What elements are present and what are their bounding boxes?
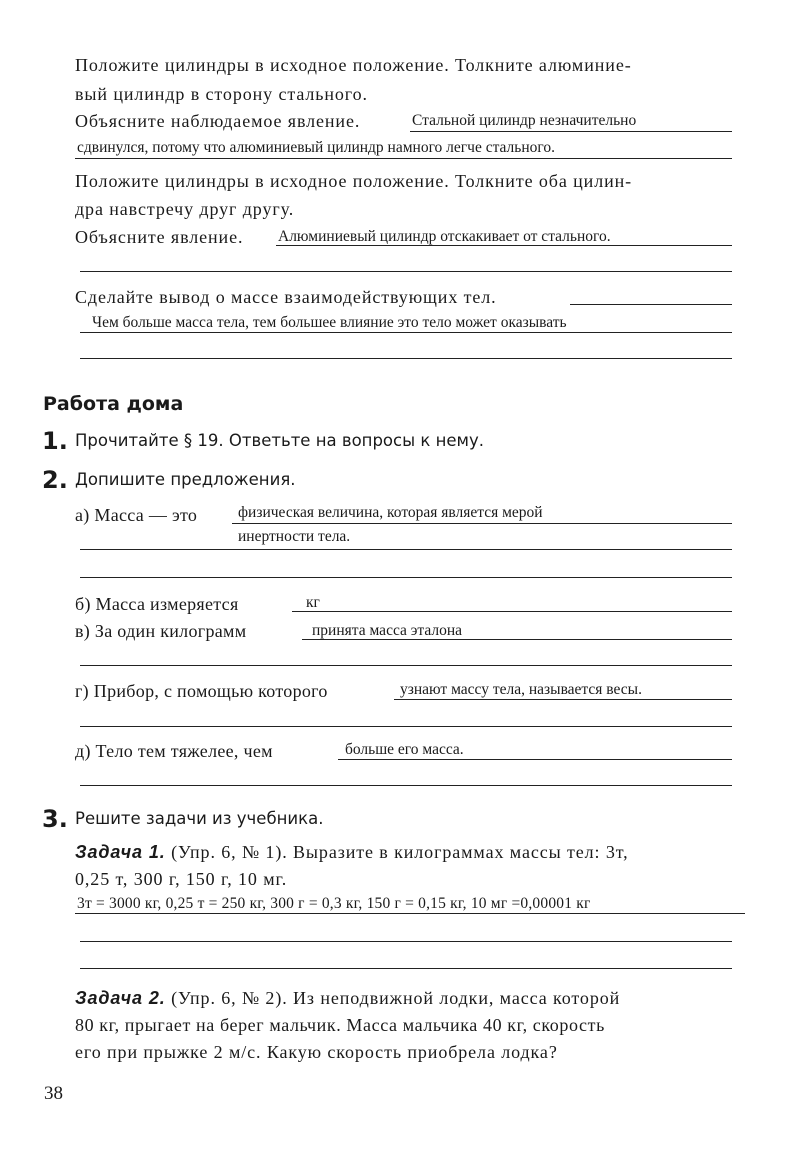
handwritten-answer: 3т = 3000 кг, 0,25 т = 250 кг, 300 г = 0,3 кг, 150 г = 0,15 кг, 10 мг =0,00001 кг bbox=[77, 895, 591, 912]
handwritten-answer: инертности тела. bbox=[238, 528, 351, 545]
handwritten-answer: Алюминиевый цилиндр отскакивает от стального. bbox=[278, 228, 611, 245]
task2-title: Задача 2. bbox=[75, 988, 166, 1008]
sentence-b-label: б) Масса измеряется bbox=[75, 594, 239, 614]
task1-line bbox=[75, 842, 629, 863]
paragraph-line: Положите цилиндры в исходное положение. Толкните алюминие- bbox=[75, 55, 632, 75]
task1-line2: 0,25 т, 300 г, 150 г, 10 мг. bbox=[75, 869, 288, 889]
answer-line bbox=[80, 577, 732, 578]
explain1-label: Объясните наблюдаемое явление. bbox=[75, 111, 361, 131]
answer-line bbox=[410, 131, 732, 132]
item-number: 2. bbox=[42, 466, 68, 494]
answer-line bbox=[75, 158, 732, 159]
task1-title: Задача 1. bbox=[75, 842, 166, 862]
answer-line bbox=[80, 665, 732, 666]
item-number: 1. bbox=[42, 427, 68, 455]
answer-line bbox=[80, 726, 732, 727]
paragraph-line: вый цилиндр в сторону стального. bbox=[75, 84, 368, 104]
handwritten-answer: узнают массу тела, называется весы. bbox=[400, 681, 642, 698]
page-number: 38 bbox=[44, 1083, 63, 1104]
answer-line bbox=[80, 968, 732, 969]
handwritten-answer: больше его масса. bbox=[345, 741, 464, 758]
sentence-e-label: д) Тело тем тяжелее, чем bbox=[75, 741, 273, 761]
paragraph-line: Положите цилиндры в исходное положение. Толкните оба цилин- bbox=[75, 171, 633, 191]
paragraph-line: дра навстречу друг другу. bbox=[75, 199, 295, 219]
sentence-a-label: а) Масса — это bbox=[75, 505, 198, 525]
answer-line bbox=[232, 523, 732, 524]
task2-line3: его при прыжке 2 м/с. Какую скорость приобрела лодка? bbox=[75, 1042, 558, 1062]
conclusion-label: Сделайте вывод о массе взаимодействующих тел. bbox=[75, 287, 497, 307]
handwritten-answer: принята масса эталона bbox=[312, 622, 463, 639]
sentence-c-label: в) За один килограмм bbox=[75, 621, 247, 641]
item-number: 3. bbox=[42, 805, 68, 833]
answer-line bbox=[276, 245, 732, 246]
task2-line2: 80 кг, прыгает на берег мальчик. Масса мальчика 40 кг, скорость bbox=[75, 1015, 605, 1035]
answer-line bbox=[75, 913, 745, 914]
answer-line bbox=[302, 639, 732, 640]
answer-line bbox=[80, 358, 732, 359]
task2-text: (Упр. 6, № 2). Из неподвижной лодки, масса которой bbox=[171, 988, 621, 1008]
answer-line bbox=[80, 785, 732, 786]
handwritten-answer: Чем больше масса тела, тем большее влияние это тело может оказывать bbox=[92, 314, 567, 331]
answer-line bbox=[80, 332, 732, 333]
answer-line bbox=[80, 271, 732, 272]
answer-line bbox=[292, 611, 732, 612]
handwritten-answer: кг bbox=[306, 594, 320, 611]
task1-text: (Упр. 6, № 1). Выразите в килограммах массы тел: 3т, bbox=[171, 842, 629, 862]
task2-line bbox=[75, 988, 620, 1009]
item-text: Допишите предложения. bbox=[75, 470, 296, 489]
section-heading: Работа дома bbox=[43, 393, 184, 415]
item-text: Прочитайте § 19. Ответьте на вопросы к нему. bbox=[75, 431, 484, 450]
answer-line bbox=[80, 941, 732, 942]
handwritten-answer: сдвинулся, потому что алюминиевый цилиндр намного легче стального. bbox=[77, 139, 556, 156]
handwritten-answer: физическая величина, которая является мерой bbox=[238, 504, 543, 521]
handwritten-answer: Стальной цилиндр незначительно bbox=[412, 112, 637, 129]
item-text: Решите задачи из учебника. bbox=[75, 809, 324, 828]
answer-line bbox=[394, 699, 732, 700]
answer-line bbox=[570, 304, 732, 305]
explain2-label: Объясните явление. bbox=[75, 227, 244, 247]
answer-line bbox=[338, 759, 732, 760]
answer-line bbox=[80, 549, 732, 550]
sentence-d-label: г) Прибор, с помощью которого bbox=[75, 681, 328, 701]
